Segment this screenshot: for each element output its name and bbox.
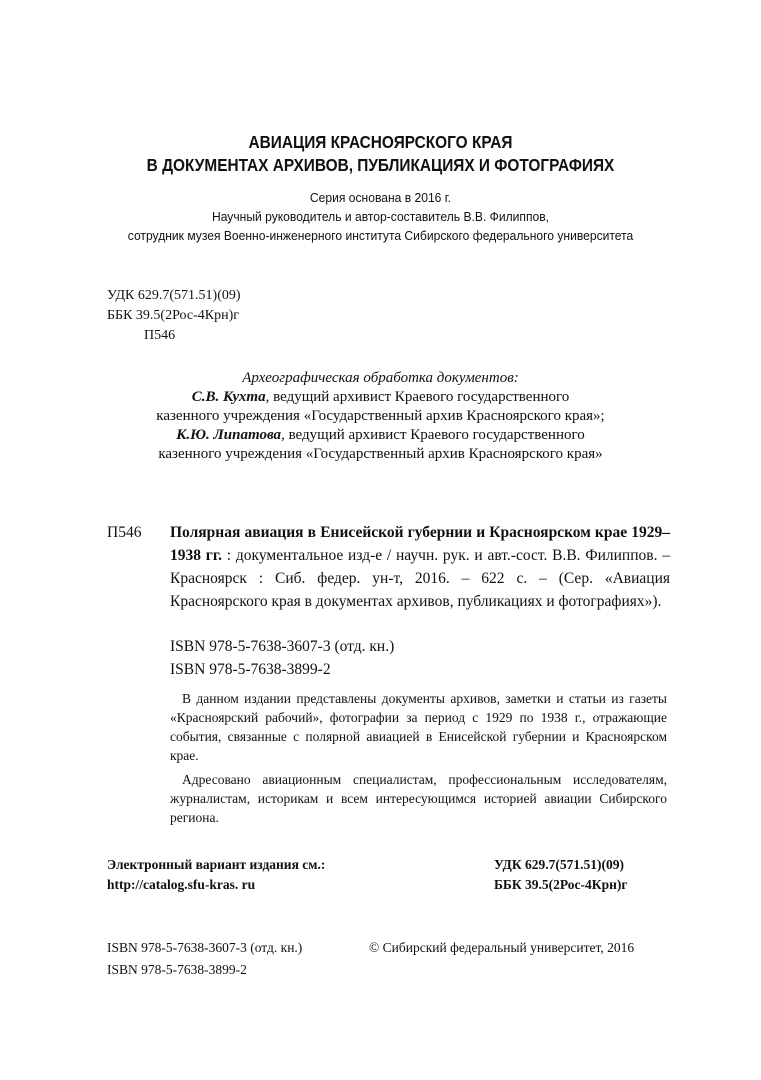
bibliographic-code: П546 [107,524,142,541]
abstract-paragraph-1: В данном издании представлены документы архивов, заметки и статьи из газеты «Красноярский рабочий», фотографии за период с 1929 по 1938 г., отражающие события, связанные с полярной авиацией в Енисейской губернии и Красноярском крае. [170,691,667,763]
series-founded: Серия основана в 2016 г. [309,190,452,205]
footer-isbn-2: ISBN 978-5-7638-3899-2 [107,962,247,977]
book-title: Полярная авиация в Енисейской губернии и Красноярском крае 1929–1938 гг. [170,524,670,564]
copyright: © Сибирский федеральный университет, 2016 [369,940,635,955]
book-description: : документальное изд-е / научн. рук. и авт.-сост. В.В. Филиппов. – Красноярск : Сиб. федер. ун-т, 2016. – 622 с. – (Сер. «Авиация Красноярского края в документах архивов, публикациях и фотографиях»). [170,547,670,610]
electronic-url[interactable]: http://catalog.sfu-kras. ru [107,877,256,892]
archival-person1-line2: казенного учреждения «Государственный архив Красноярского края»; [156,408,605,424]
archival-heading [0,369,761,388]
author-mark: П546 [144,328,176,343]
isbn-2: ISBN 978-5-7638-3899-2 [170,661,331,678]
isbn-1: ISBN 978-5-7638-3607-3 (отд. кн.) [170,638,395,655]
series-affiliation: сотрудник музея Военно-инженерного института Сибирского федерального университета [127,228,634,243]
person2-name: К.Ю. Липатова [176,427,282,443]
series-title-line1: АВИАЦИЯ КРАСНОЯРСКОГО КРАЯ [248,132,513,152]
bibliographic-record [170,521,670,613]
series-supervisor: Научный руководитель и автор-составитель В.В. Филиппов, [211,209,550,224]
electronic-udk: УДК 629.7(571.51)(09) [494,857,624,872]
person2-role-a: , ведущий архивист Краевого государственного [281,427,585,443]
series-title-line2: В ДОКУМЕНТАХ АРХИВОВ, ПУБЛИКАЦИЯХ И ФОТОГРАФИЯХ [146,155,615,175]
archival-person2-line1 [0,426,761,445]
archival-heading-text: Археографическая обработка документов: [242,370,519,386]
archival-person1-line1 [0,388,761,407]
bbk-code: ББК 39.5(2Рос-4Крн)г [107,308,239,323]
person1-role-a: , ведущий архивист Краевого государственного [265,389,570,405]
footer-isbn-1: ISBN 978-5-7638-3607-3 (отд. кн.) [107,940,303,955]
archival-person2-line2: казенного учреждения «Государственный архив Красноярского края» [158,446,603,462]
abstract-paragraph-2: Адресовано авиационным специалистам, профессиональным исследователям, журналистам, историкам и всем интересующимся историей авиации Сибирского региона. [170,772,667,825]
electronic-label: Электронный вариант издания см.: [107,857,326,872]
electronic-bbk: ББК 39.5(2Рос-4Крн)г [494,877,628,892]
person1-name: С.В. Кухта [191,389,266,405]
udk-code: УДК 629.7(571.51)(09) [107,288,241,303]
